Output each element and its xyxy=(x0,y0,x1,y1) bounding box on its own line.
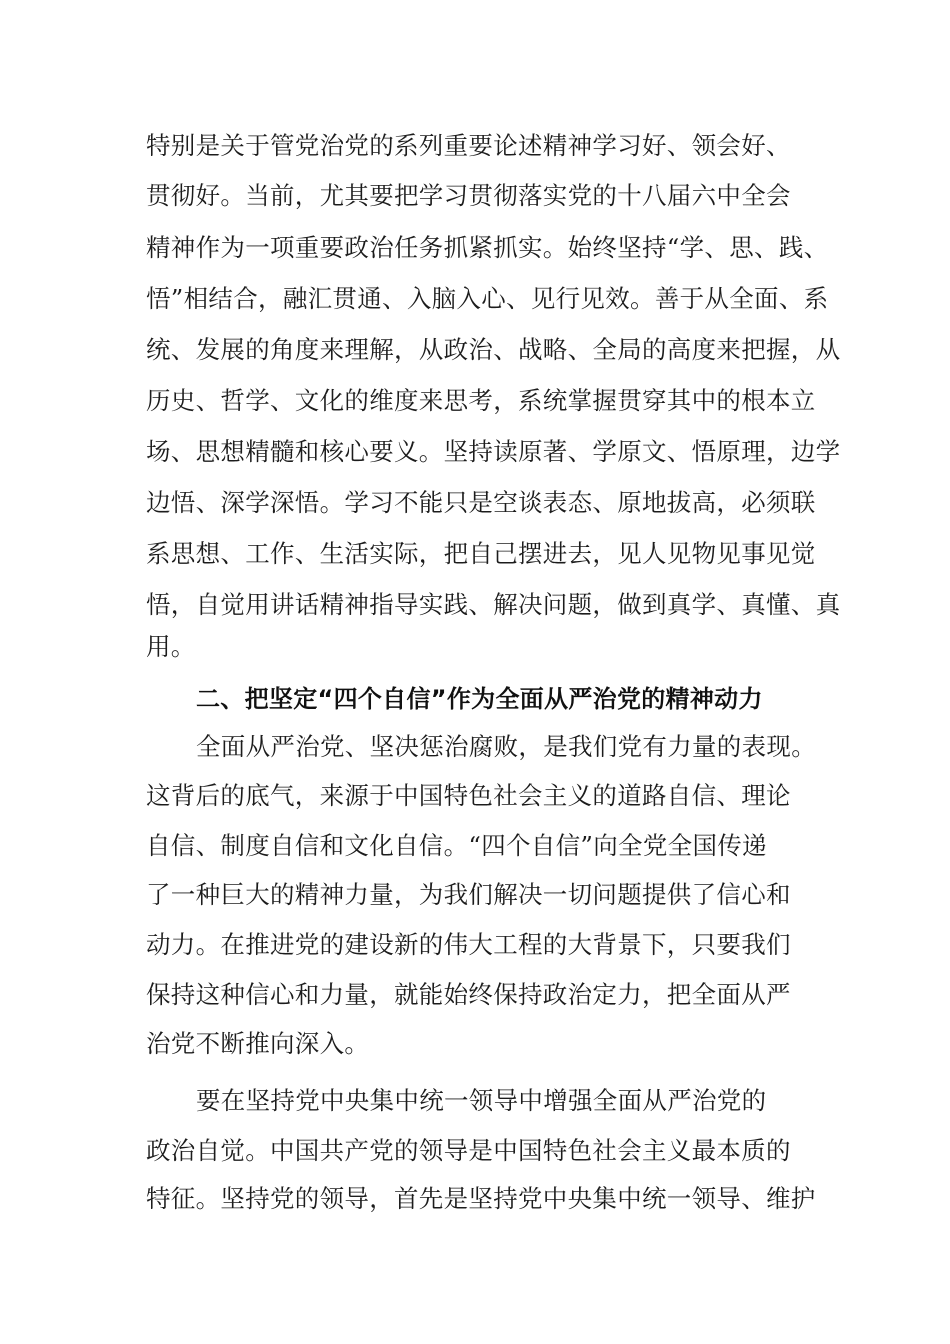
body-text-line: 特征。坚持党的领导，首先是坚持党中央集中统一领导、维护 xyxy=(146,1184,816,1213)
body-text-line: 悟，自觉用讲话精神指导实践、解决问题，做到真学、真懂、真 xyxy=(146,590,841,619)
body-text-line: 全面从严治党、坚决惩治腐败，是我们党有力量的表现。 xyxy=(196,732,816,761)
body-text-line: 动力。在推进党的建设新的伟大工程的大背景下，只要我们 xyxy=(146,930,791,959)
body-text-line: 了一种巨大的精神力量，为我们解决一切问题提供了信心和 xyxy=(146,880,791,909)
body-text-line: 政治自觉。中国共产党的领导是中国特色社会主义最本质的 xyxy=(146,1136,791,1165)
body-text-line: 场、思想精髓和核心要义。坚持读原著、学原文、悟原理，边学 xyxy=(146,437,841,466)
body-text-line: 这背后的底气，来源于中国特色社会主义的道路自信、理论 xyxy=(146,781,791,810)
body-text-line: 要在坚持党中央集中统一领导中增强全面从严治党的 xyxy=(196,1086,767,1115)
body-text-line: 边悟、深学深悟。学习不能只是空谈表态、原地拔高，必须联 xyxy=(146,488,816,517)
body-text-line: 系思想、工作、生活实际，把自己摆进去，见人见物见事见觉 xyxy=(146,539,816,568)
body-text-line: 特别是关于管党治党的系列重要论述精神学习好、领会好、 xyxy=(146,131,791,160)
body-text-line: 历史、哲学、文化的维度来思考，系统掌握贯穿其中的根本立 xyxy=(146,386,816,415)
body-text-line: 自信、制度自信和文化自信。“四个自信”向全党全国传递 xyxy=(146,831,767,860)
body-text-line: 用。 xyxy=(146,632,196,661)
section-heading: 二、把坚定“四个自信”作为全面从严治党的精神动力 xyxy=(196,685,763,713)
body-text-line: 治党不断推向深入。 xyxy=(146,1029,370,1058)
body-text-line: 统、发展的角度来理解，从政治、战略、全局的高度来把握，从 xyxy=(146,335,841,364)
body-text-line: 贯彻好。当前，尤其要把学习贯彻落实党的十八届六中全会 xyxy=(146,181,791,210)
body-text-line: 保持这种信心和力量，就能始终保持政治定力，把全面从严 xyxy=(146,980,791,1009)
body-text-line: 悟”相结合，融汇贯通、入脑入心、见行见效。善于从全面、系 xyxy=(146,284,829,313)
body-text-line: 精神作为一项重要政治任务抓紧抓实。始终坚持“学、思、践、 xyxy=(146,233,829,262)
